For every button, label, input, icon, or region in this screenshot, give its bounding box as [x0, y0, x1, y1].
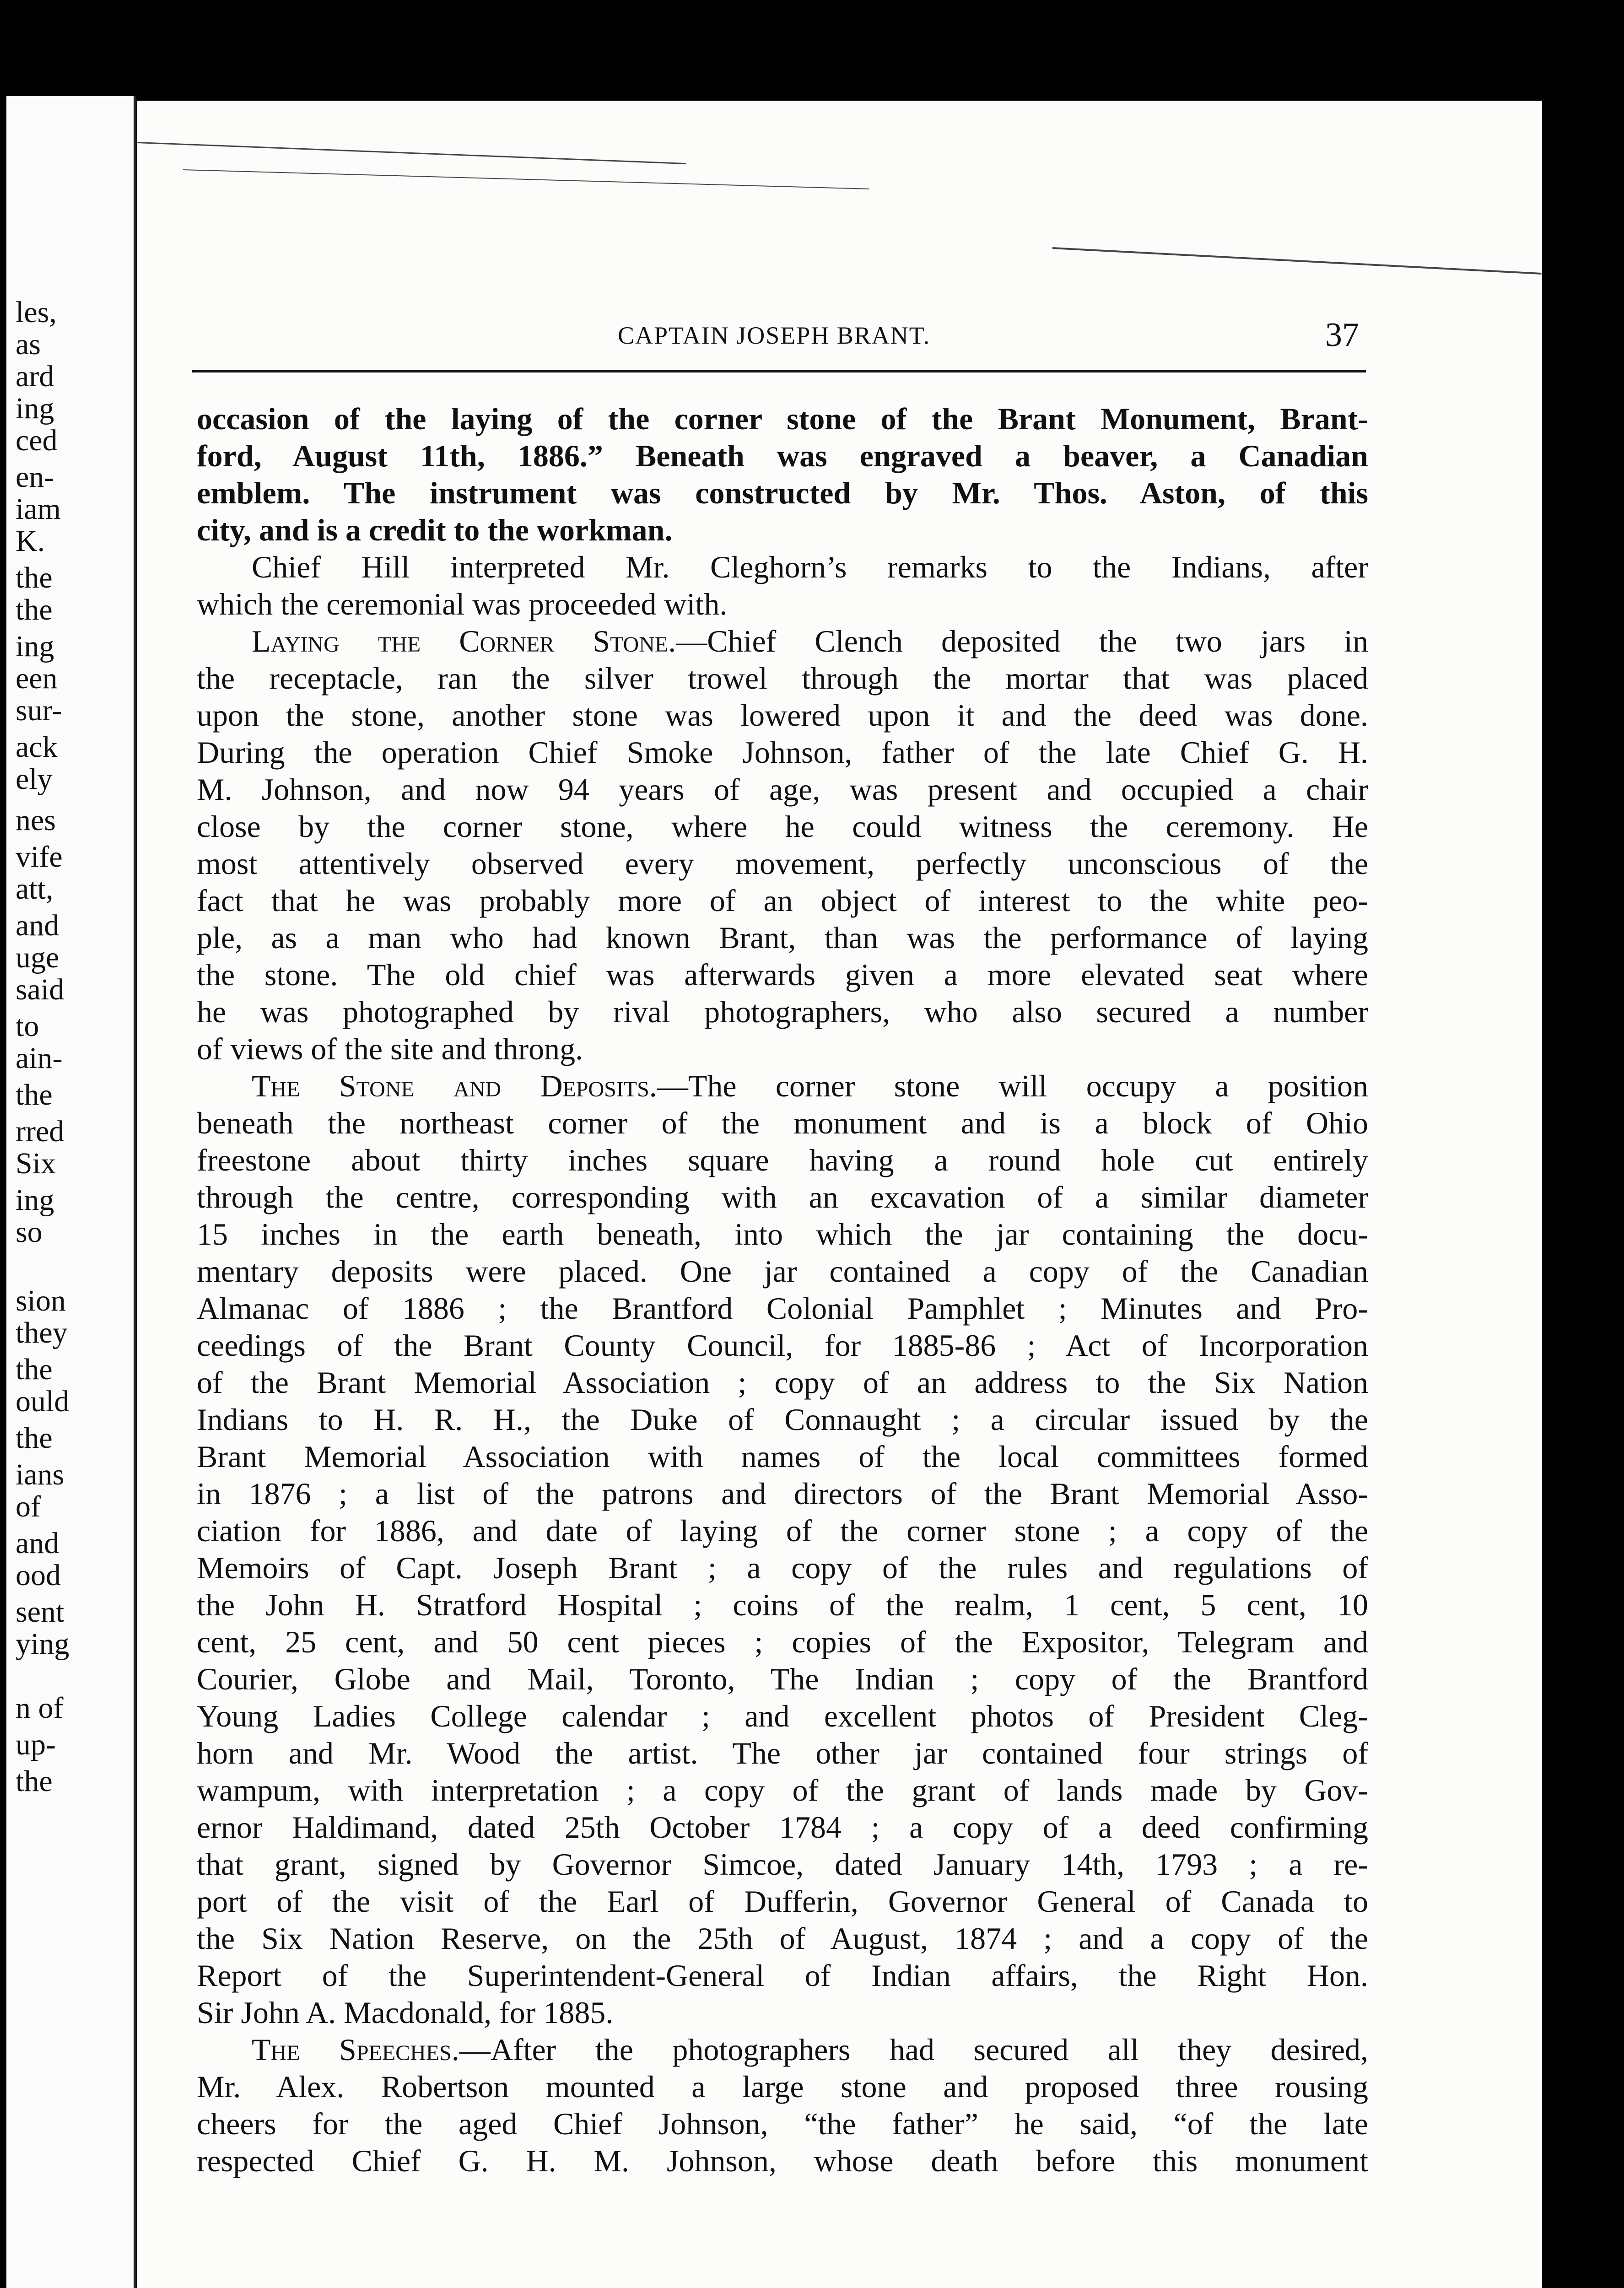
text-line	[197, 1216, 1368, 1253]
line-text: Young Ladies College calendar ; and excellent photos of President Cleg-	[197, 1699, 1368, 1733]
line-text: ford, August 11th, 1886.” Beneath was engraved a beaver, a Canadian	[197, 438, 1368, 473]
text-line	[197, 623, 1368, 660]
line-text: ple, as a man who had known Brant, than was the performance of laying	[197, 920, 1368, 955]
line-text: Brant Memorial Association with names of the local committees formed	[197, 1439, 1368, 1474]
text-line	[197, 1586, 1368, 1624]
text-line	[197, 437, 1368, 475]
line-text: most attentively observed every movement, perfectly unconscious of the	[197, 846, 1368, 881]
text-line	[197, 882, 1368, 919]
text-line	[197, 512, 1368, 549]
text-line	[197, 1142, 1368, 1179]
line-text: occasion of the laying of the corner stone of the Brant Monument, Brant-	[197, 401, 1368, 436]
text-line	[197, 1994, 1368, 2031]
line-text: —After the photographers had secured all they desired,	[459, 2032, 1368, 2067]
facing-page-fragment: ying	[16, 1627, 70, 1661]
text-line	[197, 1475, 1368, 1512]
line-text: he was photographed by rival photographers, who also secured a number	[197, 994, 1368, 1029]
line-text: M. Johnson, and now 94 years of age, was present and occupied a chair	[197, 772, 1368, 807]
text-line	[197, 1179, 1368, 1216]
page-header	[197, 316, 1359, 357]
facing-page-fragment: iam	[16, 492, 61, 526]
book-page	[137, 101, 1542, 2288]
text-line	[197, 1068, 1368, 1105]
line-text: During the operation Chief Smoke Johnson, father of the late Chief G. H.	[197, 735, 1368, 770]
text-line	[197, 919, 1368, 956]
facing-page-fragment: K.	[16, 524, 45, 558]
facing-page-fragment: the	[16, 1765, 53, 1798]
line-text: of the Brant Memorial Association ; copy of an address to the Six Nation	[197, 1365, 1368, 1400]
text-line	[197, 1253, 1368, 1290]
text-line	[197, 1957, 1368, 1994]
line-text: the stone. The old chief was afterwards given a more elevated seat where	[197, 957, 1368, 992]
facing-page-fragment: said	[16, 973, 65, 1006]
facing-page-fragment: as	[16, 328, 41, 361]
text-line	[197, 1661, 1368, 1698]
text-line	[197, 549, 1368, 586]
facing-page-fragment: sur-	[16, 694, 62, 727]
line-text: port of the visit of the Earl of Dufferin, Governor General of Canada to	[197, 1884, 1368, 1919]
text-line	[197, 1364, 1368, 1401]
text-line	[197, 400, 1368, 437]
facing-page-fragment: up-	[16, 1728, 56, 1761]
text-line	[197, 1327, 1368, 1364]
text-line	[197, 1920, 1368, 1957]
facing-page-fragment: to	[16, 1009, 39, 1043]
text-line	[197, 2068, 1368, 2105]
text-line	[197, 993, 1368, 1031]
text-line	[197, 660, 1368, 697]
text-line	[197, 475, 1368, 512]
line-text: horn and Mr. Wood the artist. The other jar contained four strings of	[197, 1736, 1368, 1770]
text-line	[197, 808, 1368, 845]
text-line	[197, 1438, 1368, 1475]
facing-page-fragment: ing	[16, 630, 54, 663]
text-line	[197, 1624, 1368, 1661]
scan-streak	[1052, 247, 1542, 275]
text-line	[197, 845, 1368, 882]
facing-page-fragment: sion	[16, 1284, 66, 1317]
facing-page-fragment: the	[16, 593, 53, 626]
text-line	[197, 2142, 1368, 2180]
facing-page-fragment: ely	[16, 762, 53, 796]
text-line	[197, 1401, 1368, 1438]
scan-streak	[137, 142, 686, 164]
text-line	[197, 1549, 1368, 1586]
facing-page-fragment: ing	[16, 1183, 54, 1217]
text-line	[197, 586, 1368, 623]
facing-page-fragment: of	[16, 1490, 41, 1523]
line-text: in 1876 ; a list of the patrons and directors of the Brant Memorial Asso-	[197, 1476, 1368, 1511]
facing-page-fragment: ing	[16, 392, 54, 425]
line-text: —The corner stone will occupy a position	[657, 1068, 1368, 1103]
facing-page-fragment: so	[16, 1215, 43, 1249]
line-text: city, and is a credit to the workman.	[197, 513, 673, 547]
text-line	[197, 1809, 1368, 1846]
text-line	[197, 734, 1368, 771]
line-text: emblem. The instrument was constructed by Mr. Thos. Aston, of this	[197, 475, 1368, 510]
line-text: cheers for the aged Chief Johnson, “the father” he said, “of the late	[197, 2106, 1368, 2141]
line-text: through the centre, corresponding with an excavation of a similar diameter	[197, 1180, 1368, 1214]
line-text: respected Chief G. H. M. Johnson, whose death before this monument	[197, 2143, 1368, 2178]
facing-page-fragment: sent	[16, 1595, 65, 1629]
facing-page-fragment: and	[16, 1527, 59, 1560]
line-text: freestone about thirty inches square having a round hole cut entirely	[197, 1143, 1368, 1177]
text-line	[197, 1290, 1368, 1327]
line-text: Indians to H. R. H., the Duke of Connaught ; a circular issued by the	[197, 1402, 1368, 1437]
facing-page-fragment: les,	[16, 296, 57, 329]
line-text: Sir John A. Macdonald, for 1885.	[197, 1995, 614, 2030]
facing-page-fragment: ain-	[16, 1041, 63, 1075]
text-line	[197, 956, 1368, 993]
facing-page-fragment: een	[16, 662, 58, 695]
facing-page-fragment: vife	[16, 840, 63, 874]
text-line	[197, 1772, 1368, 1809]
line-text: fact that he was probably more of an object of interest to the white peo-	[197, 883, 1368, 918]
line-text: Mr. Alex. Robertson mounted a large stone and proposed three rousing	[197, 2069, 1368, 2104]
facing-page-fragment: ced	[16, 424, 58, 457]
text-line	[197, 697, 1368, 734]
body-text	[197, 400, 1368, 2180]
line-text: the Six Nation Reserve, on the 25th of August, 1874 ; and a copy of the	[197, 1921, 1368, 1956]
section-heading: Laying the Corner Stone.	[252, 624, 676, 658]
line-text: that grant, signed by Governor Simcoe, dated January 14th, 1793 ; a re-	[197, 1847, 1368, 1882]
line-text: which the ceremonial was proceeded with.	[197, 587, 728, 621]
facing-page-fragment: Six	[16, 1147, 56, 1180]
line-text: beneath the northeast corner of the monument and is a block of Ohio	[197, 1106, 1368, 1140]
line-text: ernor Haldimand, dated 25th October 1784 ; a copy of a deed confirming	[197, 1810, 1368, 1845]
facing-page-fragment: ard	[16, 360, 54, 393]
text-line	[197, 1846, 1368, 1883]
facing-page-fragment: they	[16, 1316, 68, 1349]
text-line	[197, 1883, 1368, 1920]
facing-page-fragment: uge	[16, 941, 59, 974]
running-head: CAPTAIN JOSEPH BRANT.	[618, 322, 931, 349]
text-line	[197, 1031, 1368, 1068]
facing-page-fragment: en-	[16, 460, 54, 494]
section-heading: The Speeches.	[252, 2032, 459, 2067]
line-text: Report of the Superintendent-General of Indian affairs, the Right Hon.	[197, 1958, 1368, 1993]
text-line	[197, 2031, 1368, 2068]
facing-page-fragment: n of	[16, 1691, 64, 1725]
facing-page-fragment: the	[16, 1353, 53, 1386]
facing-page-fragment: ould	[16, 1385, 70, 1418]
section-heading: The Stone and Deposits.	[252, 1068, 657, 1103]
line-text: the receptacle, ran the silver trowel through the mortar that was placed	[197, 661, 1368, 696]
line-text: ciation for 1886, and date of laying of the corner stone ; a copy of the	[197, 1513, 1368, 1548]
line-text: upon the stone, another stone was lowered upon it and the deed was done.	[197, 698, 1368, 733]
page-number: 37	[1325, 316, 1359, 354]
line-text: ceedings of the Brant County Council, for 1885-86 ; Act of Incorporation	[197, 1328, 1368, 1363]
line-text: Courier, Globe and Mail, Toronto, The Indian ; copy of the Brantford	[197, 1662, 1368, 1696]
facing-page-fragment: nes	[16, 804, 56, 837]
facing-page-fragment: ack	[16, 730, 58, 764]
scan-streak	[183, 169, 869, 189]
line-text: Almanac of 1886 ; the Brantford Colonial Pamphlet ; Minutes and Pro-	[197, 1291, 1368, 1326]
line-text: cent, 25 cent, and 50 cent pieces ; copies of the Expositor, Telegram and	[197, 1624, 1368, 1659]
facing-page-fragment: rred	[16, 1115, 65, 1148]
text-line	[197, 1512, 1368, 1549]
line-text: mentary deposits were placed. One jar contained a copy of the Canadian	[197, 1254, 1368, 1289]
text-line	[197, 1105, 1368, 1142]
line-text: Memoirs of Capt. Joseph Brant ; a copy of the rules and regulations of	[197, 1550, 1368, 1585]
line-text: —Chief Clench deposited the two jars in	[676, 624, 1368, 658]
text-line	[197, 1735, 1368, 1772]
line-text: the John H. Stratford Hospital ; coins of the realm, 1 cent, 5 cent, 10	[197, 1587, 1368, 1622]
line-text: wampum, with interpretation ; a copy of the grant of lands made by Gov-	[197, 1773, 1368, 1808]
text-line	[197, 2105, 1368, 2142]
line-text: close by the corner stone, where he could witness the ceremony. He	[197, 809, 1368, 844]
facing-page-fragment: ians	[16, 1458, 65, 1491]
facing-page-edge	[6, 96, 136, 2288]
facing-page-fragment: and	[16, 909, 59, 942]
header-rule	[192, 370, 1366, 372]
text-line	[197, 771, 1368, 808]
line-text: of views of the site and throng.	[197, 1031, 583, 1066]
facing-page-fragment: the	[16, 1421, 53, 1455]
facing-page-fragment: att,	[16, 872, 54, 906]
line-text: 15 inches in the earth beneath, into which the jar containing the docu-	[197, 1217, 1368, 1252]
facing-page-fragment: ood	[16, 1559, 61, 1592]
line-text: Chief Hill interpreted Mr. Cleghorn’s remarks to the Indians, after	[252, 550, 1368, 584]
facing-page-fragment: the	[16, 1078, 53, 1112]
text-line	[197, 1698, 1368, 1735]
facing-page-fragment: the	[16, 561, 53, 594]
